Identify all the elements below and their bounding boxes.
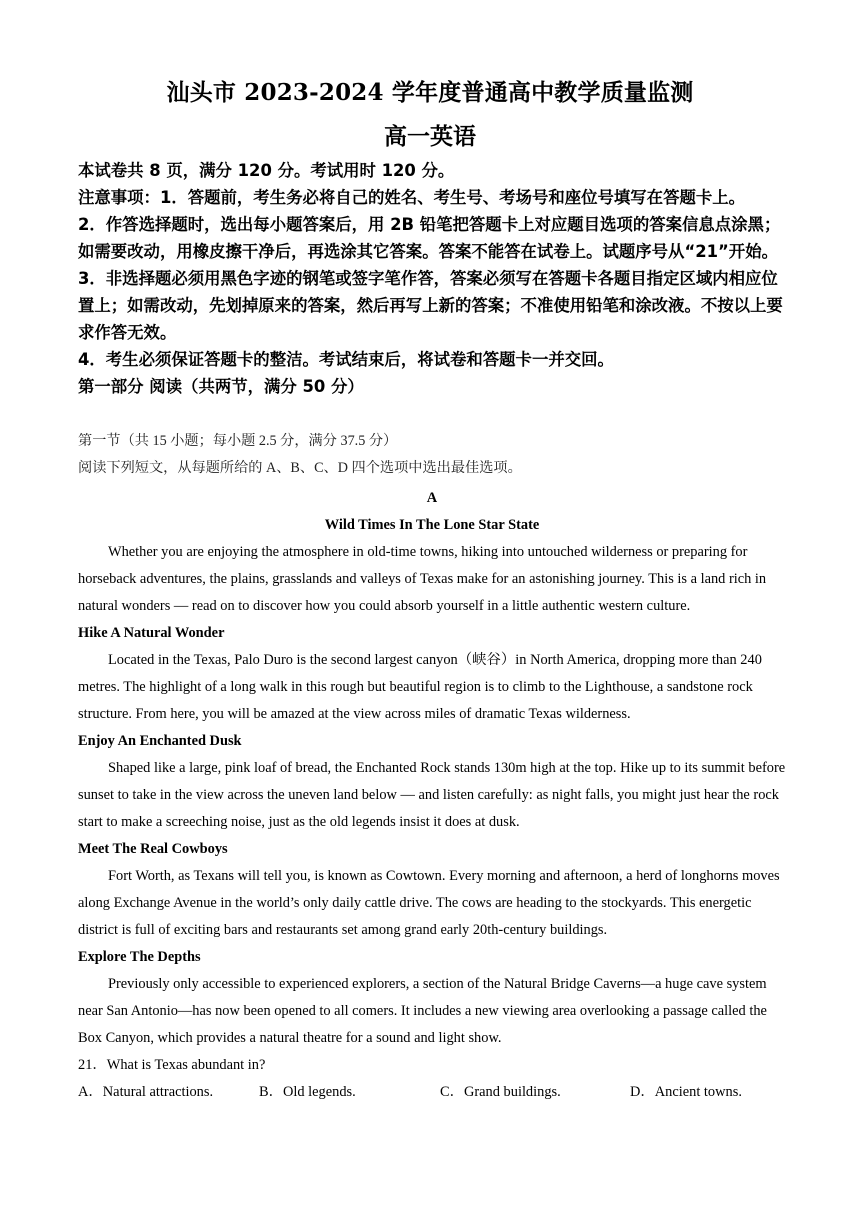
question-stem: 21．What is Texas abundant in? <box>78 1057 266 1073</box>
notes-intro: 本试卷共 8 页，满分 120 分。考试用时 120 分。 <box>78 161 455 180</box>
section-text: Located in the Texas, Palo Duro is the second largest canyon（峡谷）in North America, dropping more than 240 metres. The highlight of a long walk in this rough but beautiful region is to climb to the Lighthouse, a sandstone rock structure. From here, you will be amazed at the view across miles of dramatic Texas wilderness. <box>78 652 762 722</box>
option-c: C．Grand buildings. <box>440 1084 561 1100</box>
exam-notes <box>78 157 788 400</box>
exam-title: 汕头市 2023-2024 学年度普通高中教学质量监测 <box>166 79 694 106</box>
passage-intro: Whether you are enjoying the atmosphere in old-time towns, hiking into untouched wilderness or preparing for horseback adventures, the plains, grasslands and valleys of Texas make for an astonishing journey. This is a land rich in natural wonders — read on to discover how you could absorb yourself in a little authentic western culture. <box>78 544 767 614</box>
section-heading: Enjoy An Enchanted Dusk <box>78 733 242 749</box>
section-heading: Explore The Depths <box>78 949 201 965</box>
section-text: Previously only accessible to experienced explorers, a section of the Natural Bridge Caverns—a huge cave system near San Antonio—has now been opened to all comers. It includes a new viewing area overlooking a passage called the Box Canyon, which provides a natural theatre for a sound and light show. <box>78 976 767 1046</box>
reading-passage <box>78 485 786 1106</box>
passage-letter: A <box>426 490 438 506</box>
notes-item-3: 3．非选择题必须用黑色字迹的钢笔或签字笔作答，答案必须写在答题卡各题目指定区域内相应位置上；如需改动，先划掉原来的答案，然后再写上新的答案；不准使用铅笔和涂改液。不按以上要求作答无效。 <box>78 269 783 342</box>
answer-options <box>78 1079 786 1106</box>
notes-item-1: 注意事项：1．答题前，考生务必将自己的姓名、考生号、考场号和座位号填写在答题卡上。 <box>78 188 746 207</box>
notes-item-2: 2．作答选择题时，选出每小题答案后，用 2B 铅笔把答题卡上对应题目选项的答案信息点涂黑；如需要改动，用橡皮擦干净后，再选涂其它答案。答案不能答在试卷上。试题序号从“21”开始。 <box>78 215 781 261</box>
section-heading: Hike A Natural Wonder <box>78 625 225 641</box>
option-b: B．Old legends. <box>259 1084 356 1100</box>
section-heading: Meet The Real Cowboys <box>78 841 228 857</box>
section-info: 第一节（共 15 小题；每小题 2.5 分，满分 37.5 分） <box>78 433 398 449</box>
passage-title: Wild Times In The Lone Star State <box>324 517 540 533</box>
option-a: A．Natural attractions. <box>78 1084 214 1100</box>
section-text: Fort Worth, as Texans will tell you, is known as Cowtown. Every morning and afternoon, a herd of longhorns moves along Exchange Avenue in the world’s only daily cattle drive. The cows are heading to the stockyards. This energetic district is full of exciting bars and restaurants set among grand early 20th-century buildings. <box>78 868 780 938</box>
option-d: D．Ancient towns. <box>630 1084 742 1100</box>
section-text: Shaped like a large, pink loaf of bread, the Enchanted Rock stands 130m high at the top. Hike up to its summit before sunset to take in the view across the uneven land below — and listen carefully: as night falls, you might just hear the rock start to make a screeching noise, just as the old legends insist it does at dusk. <box>78 760 786 830</box>
section-instruction: 阅读下列短文，从每题所给的 A、B、C、D 四个选项中选出最佳选项。 <box>78 460 522 476</box>
subject-title: 高一英语 <box>384 123 476 150</box>
part-title: 第一部分 阅读（共两节，满分 50 分） <box>78 377 364 396</box>
notes-item-4: 4．考生必须保证答题卡的整洁。考试结束后，将试卷和答题卡一并交回。 <box>78 350 614 369</box>
